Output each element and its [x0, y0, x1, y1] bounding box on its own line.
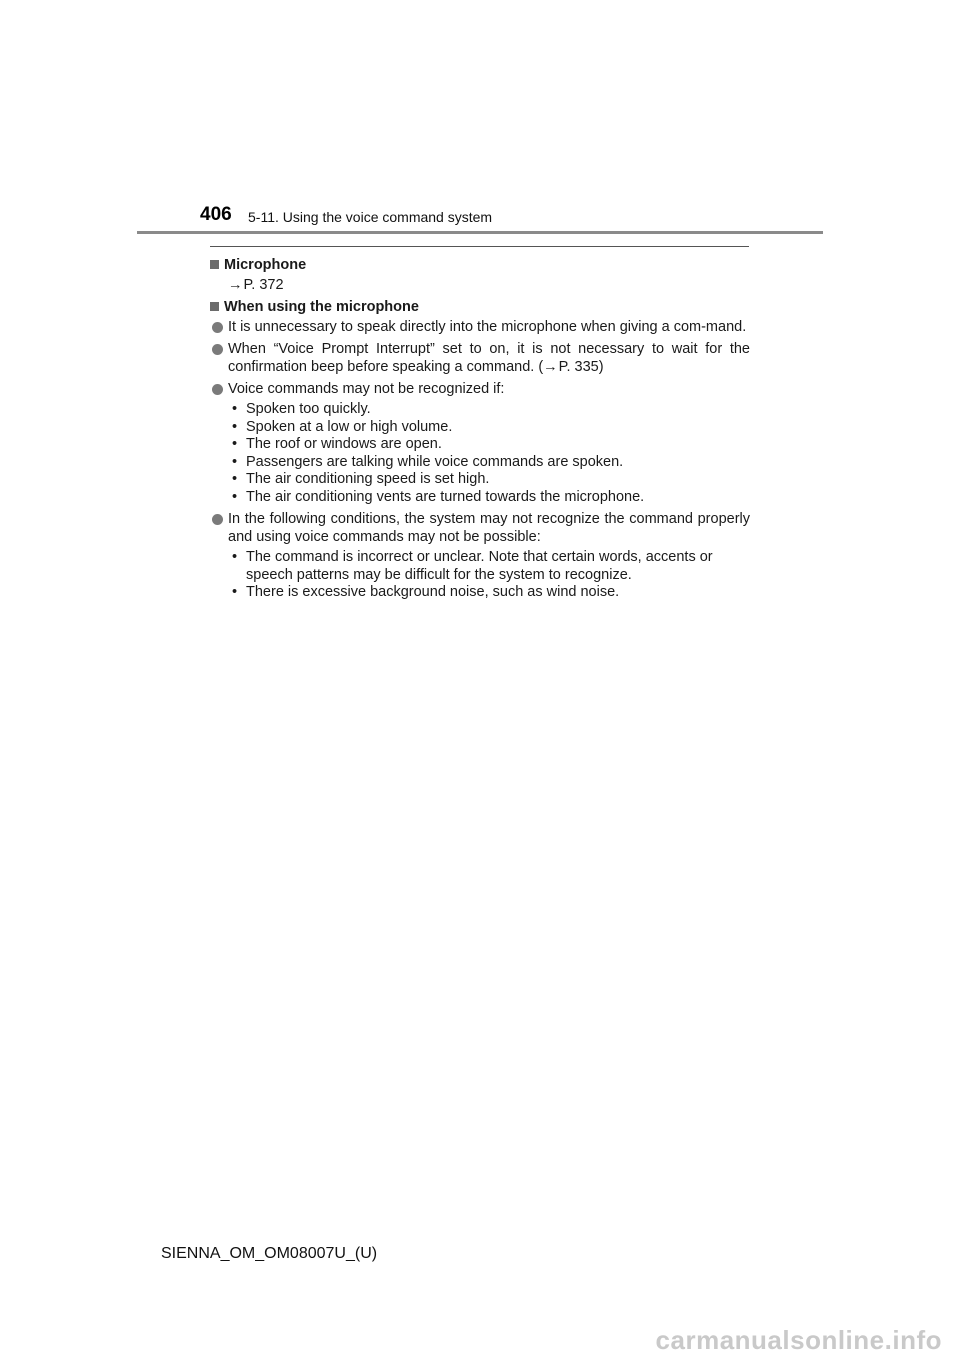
sub-list-conditions [228, 549, 750, 602]
circle-bullet-icon [212, 322, 223, 333]
arrow-right-icon: → [543, 359, 558, 375]
sub-list-item: • The air conditioning vents are turned towards the microphone. [228, 489, 750, 507]
content-rule [210, 246, 749, 247]
section-title: 5-11. Using the voice command system [248, 209, 493, 225]
circle-bullet-icon [212, 514, 223, 525]
dot-icon: • [232, 453, 238, 470]
bullet-text [228, 340, 750, 376]
dot-icon: • [232, 549, 238, 565]
document-code: SIENNA_OM_OM08007U_(U) [161, 1245, 378, 1262]
heading-text: Microphone [224, 257, 307, 273]
sub-list-item: • The roof or windows are open. [228, 436, 750, 454]
list-item [210, 340, 750, 376]
dot-icon: • [232, 488, 238, 505]
page-reference-link[interactable]: P. 335) [558, 359, 604, 375]
bullet-text: It is unnecessary to speak directly into the microphone when giving a com-mand. [228, 319, 747, 335]
header-rule [137, 231, 823, 234]
page-reference [228, 276, 750, 294]
dot-icon: • [232, 471, 238, 487]
circle-bullet-icon [212, 384, 223, 395]
dot-icon: • [232, 584, 238, 600]
sub-list-not-recognized [228, 401, 750, 506]
sub-list-item: • There is excessive background noise, such as wind noise. [228, 584, 750, 602]
arrow-right-icon: → [228, 277, 243, 293]
bullet-text-main: When “Voice Prompt Interrupt” set to on, it is not necessary to wait for the confirmation beep before speaking a command. ( [228, 341, 750, 375]
bullet-text: Voice commands may not be recognized if: [228, 381, 505, 397]
dot-icon: • [232, 436, 238, 452]
sub-list-item: • The command is incorrect or unclear. Note that certain words, accents or speech patterns may be difficult for the system to recognize. [228, 549, 750, 584]
list-item [210, 510, 750, 546]
square-bullet-icon [210, 302, 219, 311]
sub-list-item: • Spoken too quickly. [228, 401, 750, 419]
sub-list-item: • The air conditioning speed is set high. [228, 471, 750, 489]
heading-text: When using the microphone [224, 299, 419, 315]
page-number: 406 [200, 204, 232, 225]
heading-microphone [210, 256, 750, 274]
dot-icon: • [232, 401, 238, 417]
heading-when-using-microphone [210, 298, 750, 316]
circle-bullet-icon [212, 344, 223, 355]
sub-list-item: • Passengers are talking while voice commands are spoken. [228, 454, 750, 472]
page-content [210, 256, 750, 606]
list-item [210, 380, 750, 398]
sub-list-item: • Spoken at a low or high volume. [228, 419, 750, 437]
square-bullet-icon [210, 260, 219, 269]
reference-text[interactable]: P. 372 [243, 277, 284, 293]
list-item [210, 318, 750, 336]
dot-icon: • [232, 418, 238, 435]
watermark: carmanualsonline.info [655, 1325, 942, 1355]
bullet-text: In the following conditions, the system may not recognize the command properly and using voice commands may not be possible: [228, 511, 750, 545]
